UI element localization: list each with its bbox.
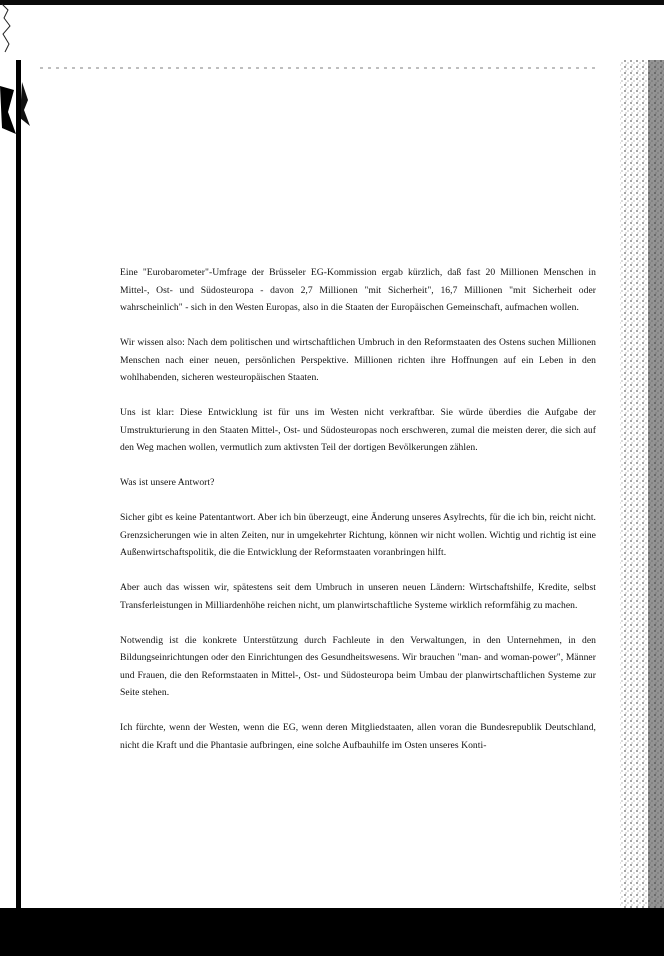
scan-artifact-line	[40, 66, 600, 70]
scan-noise-top-left	[0, 0, 30, 140]
scan-left-binding-edge	[16, 60, 21, 908]
paragraph: Eine "Eurobarometer"-Umfrage der Brüsseler EG-Kommission ergab kürzlich, daß fast 20 Millionen Menschen in Mittel-, Ost- und Südosteuropa - davon 2,7 Millionen "mit Sicherheit", 16,7 Millionen "mit Sicherheit oder wahrscheinlich" - sich in den Westen Europas, also in die Staaten der Europäischen Gemeinschaft, aufmachen wollen.	[120, 267, 596, 313]
paragraph: Aber auch das wissen wir, spätestens seit dem Umbruch in unseren neuen Ländern: Wirtschaftshilfe, Kredite, selbst Transferleistungen in Milliardenhöhe reichen nicht, um planwirtschaftliche Systeme wirklich reformfähig zu machen.	[120, 582, 596, 611]
scan-top-edge	[0, 0, 664, 5]
document-body	[120, 264, 596, 772]
scan-noise-right-edge	[612, 60, 664, 908]
question-heading: Was ist unsere Antwort?	[120, 477, 215, 488]
paragraph: Uns ist klar: Diese Entwicklung ist für uns im Westen nicht verkraftbar. Sie würde überdies die Aufgabe der Umstrukturierung in den Staaten Mittel-, Ost- und Südosteuropas noch erschweren, zumal die meisten derer, die sich auf den Weg machen wollen, vermutlich zum aktivsten Teil der dortigen Bevölkerungen zählen.	[120, 407, 596, 453]
scan-bottom-edge	[0, 908, 664, 956]
paragraph: Notwendig ist die konkrete Unterstützung durch Fachleute in den Verwaltungen, in den Unternehmen, in den Bildungseinrichtungen oder den Einrichtungen des Gesundheitswesens. Wir brauchen "man- and woman-power", Männer und Frauen, die den Reformstaaten in Mittel-, Ost- und Südosteuropa beim Umbau der planwirtschaftlichen Systeme zur Seite stehen.	[120, 634, 596, 698]
paragraph: Wir wissen also: Nach dem politischen und wirtschaftlichen Umbruch in den Reformstaaten des Ostens suchen Millionen Menschen nach einer neuen, persönlichen Perspektive. Millionen richten ihre Hoffnungen auf ein Leben in den wohlhabenden, sicheren westeuropäischen Staaten.	[120, 337, 596, 383]
paragraph: Ich fürchte, wenn der Westen, wenn die EG, wenn deren Mitgliedstaaten, allen voran die Bundesrepublik Deutschland, nicht die Kraft und die Phantasie aufbringen, eine solche Aufbauhilfe im Osten unseres Konti-	[120, 722, 596, 751]
paragraph: Sicher gibt es keine Patentantwort. Aber ich bin überzeugt, eine Änderung unseres Asylrechts, für die ich bin, reicht nicht. Grenzsicherungen wie in alten Zeiten, nur in umgekehrter Richtung, können wir nicht wollen. Wichtig und richtig ist eine Außenwirtschaftspolitik, die die Entwicklung der Reformstaaten voranbringen hilft.	[120, 512, 596, 558]
